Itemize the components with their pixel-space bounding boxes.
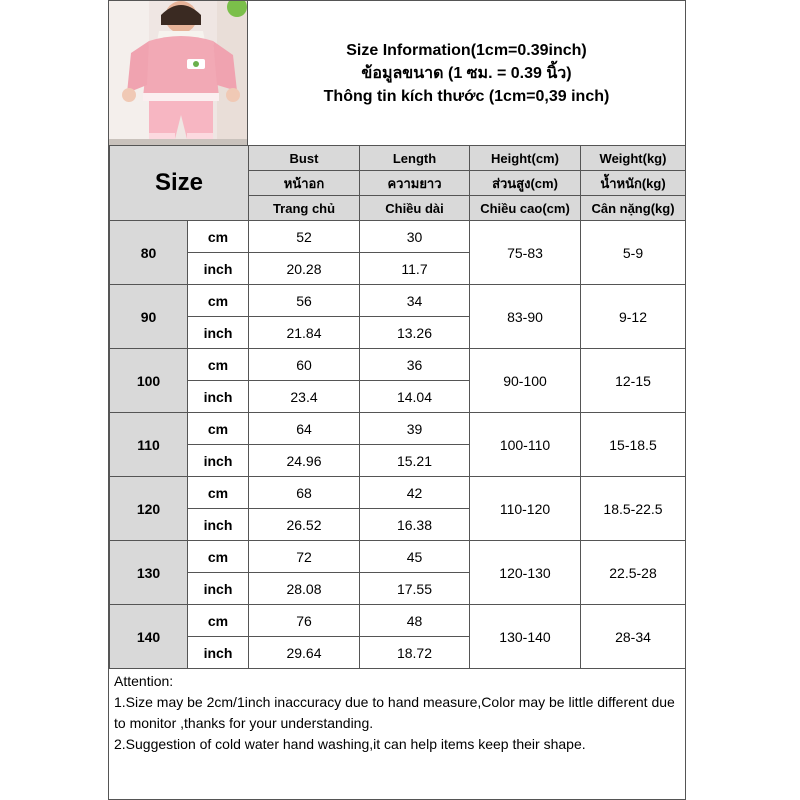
bust-cm-cell: 56 — [249, 285, 360, 317]
unit-cm-cell: cm — [188, 413, 249, 445]
table-row-cm — [110, 349, 686, 381]
bust-cm-cell: 52 — [249, 221, 360, 253]
size-value-cell: 120 — [110, 477, 188, 541]
length-cm-cell: 45 — [360, 541, 470, 573]
header-weight-en: Weight(kg) — [581, 146, 686, 171]
height-range-cell: 83-90 — [470, 285, 581, 349]
bust-inch-cell: 26.52 — [249, 509, 360, 541]
unit-cm-cell: cm — [188, 349, 249, 381]
length-cm-cell: 34 — [360, 285, 470, 317]
weight-range-cell: 9-12 — [581, 285, 686, 349]
weight-range-cell: 5-9 — [581, 221, 686, 285]
product-photo — [109, 1, 248, 145]
unit-inch-cell: inch — [188, 381, 249, 413]
table-row-cm — [110, 605, 686, 637]
note-measurement: 1.Size may be 2cm/1inch inaccuracy due to hand measure,Color may be little different due to monitor ,thanks for your understanding. — [114, 694, 675, 731]
size-value-cell: 100 — [110, 349, 188, 413]
header-weight-th: น้ำหนัก(kg) — [581, 171, 686, 196]
product-photo-image — [109, 1, 248, 145]
bust-cm-cell: 60 — [249, 349, 360, 381]
unit-cm-cell: cm — [188, 477, 249, 509]
header-bust-th: หน้าอก — [249, 171, 360, 196]
height-range-cell: 100-110 — [470, 413, 581, 477]
length-inch-cell: 13.26 — [360, 317, 470, 349]
weight-range-cell: 22.5-28 — [581, 541, 686, 605]
unit-cm-cell: cm — [188, 541, 249, 573]
length-inch-cell: 16.38 — [360, 509, 470, 541]
weight-range-cell: 12-15 — [581, 349, 686, 413]
table-row-cm — [110, 477, 686, 509]
length-cm-cell: 48 — [360, 605, 470, 637]
header-height-vi: Chiều cao(cm) — [470, 196, 581, 221]
table-row-cm — [110, 541, 686, 573]
header-length-vi: Chiều dài — [360, 196, 470, 221]
notes-heading: Attention: — [114, 673, 174, 689]
length-inch-cell: 17.55 — [360, 573, 470, 605]
length-cm-cell: 39 — [360, 413, 470, 445]
length-cm-cell: 42 — [360, 477, 470, 509]
attention-notes — [109, 665, 685, 761]
unit-inch-cell: inch — [188, 253, 249, 285]
table-row-cm — [110, 413, 686, 445]
unit-cm-cell: cm — [188, 221, 249, 253]
bust-inch-cell: 24.96 — [249, 445, 360, 477]
size-value-cell: 140 — [110, 605, 188, 669]
chart-header — [109, 1, 685, 145]
height-range-cell: 130-140 — [470, 605, 581, 669]
size-chart-sheet — [108, 0, 686, 800]
bust-cm-cell: 76 — [249, 605, 360, 637]
size-value-cell: 80 — [110, 221, 188, 285]
size-info-title — [248, 1, 685, 145]
table-row-cm — [110, 221, 686, 253]
header-height-th: ส่วนสูง(cm) — [470, 171, 581, 196]
title-english: Size Information(1cm=0.39inch) — [346, 41, 587, 59]
header-length-en: Length — [360, 146, 470, 171]
table-row-cm — [110, 285, 686, 317]
length-cm-cell: 36 — [360, 349, 470, 381]
length-inch-cell: 14.04 — [360, 381, 470, 413]
weight-range-cell: 18.5-22.5 — [581, 477, 686, 541]
weight-range-cell: 15-18.5 — [581, 413, 686, 477]
title-thai: ข้อมูลขนาด (1 ซม. = 0.39 นิ้ว) — [361, 64, 572, 82]
unit-inch-cell: inch — [188, 445, 249, 477]
bust-cm-cell: 64 — [249, 413, 360, 445]
title-vietnamese: Thông tin kích thước (1cm=0,39 inch) — [323, 87, 610, 105]
bust-cm-cell: 68 — [249, 477, 360, 509]
unit-cm-cell: cm — [188, 285, 249, 317]
bust-cm-cell: 72 — [249, 541, 360, 573]
size-value-cell: 130 — [110, 541, 188, 605]
header-weight-vi: Cân nặng(kg) — [581, 196, 686, 221]
size-value-cell: 90 — [110, 285, 188, 349]
size-column-header: Size — [110, 146, 249, 221]
weight-range-cell: 28-34 — [581, 605, 686, 669]
height-range-cell: 75-83 — [470, 221, 581, 285]
unit-inch-cell: inch — [188, 317, 249, 349]
header-row-english — [110, 146, 686, 171]
unit-inch-cell: inch — [188, 509, 249, 541]
height-range-cell: 90-100 — [470, 349, 581, 413]
bust-inch-cell: 20.28 — [249, 253, 360, 285]
header-bust-en: Bust — [249, 146, 360, 171]
header-height-en: Height(cm) — [470, 146, 581, 171]
header-bust-vi: Trang chủ — [249, 196, 360, 221]
bust-inch-cell: 23.4 — [249, 381, 360, 413]
unit-cm-cell: cm — [188, 605, 249, 637]
size-value-cell: 110 — [110, 413, 188, 477]
length-cm-cell: 30 — [360, 221, 470, 253]
header-length-th: ความยาว — [360, 171, 470, 196]
bust-inch-cell: 21.84 — [249, 317, 360, 349]
unit-inch-cell: inch — [188, 573, 249, 605]
bust-inch-cell: 29.64 — [249, 637, 360, 669]
height-range-cell: 110-120 — [470, 477, 581, 541]
size-table — [109, 145, 686, 669]
length-inch-cell: 18.72 — [360, 637, 470, 669]
note-washing: 2.Suggestion of cold water hand washing,it can help items keep their shape. — [114, 736, 586, 752]
length-inch-cell: 11.7 — [360, 253, 470, 285]
bust-inch-cell: 28.08 — [249, 573, 360, 605]
length-inch-cell: 15.21 — [360, 445, 470, 477]
height-range-cell: 120-130 — [470, 541, 581, 605]
unit-inch-cell: inch — [188, 637, 249, 669]
